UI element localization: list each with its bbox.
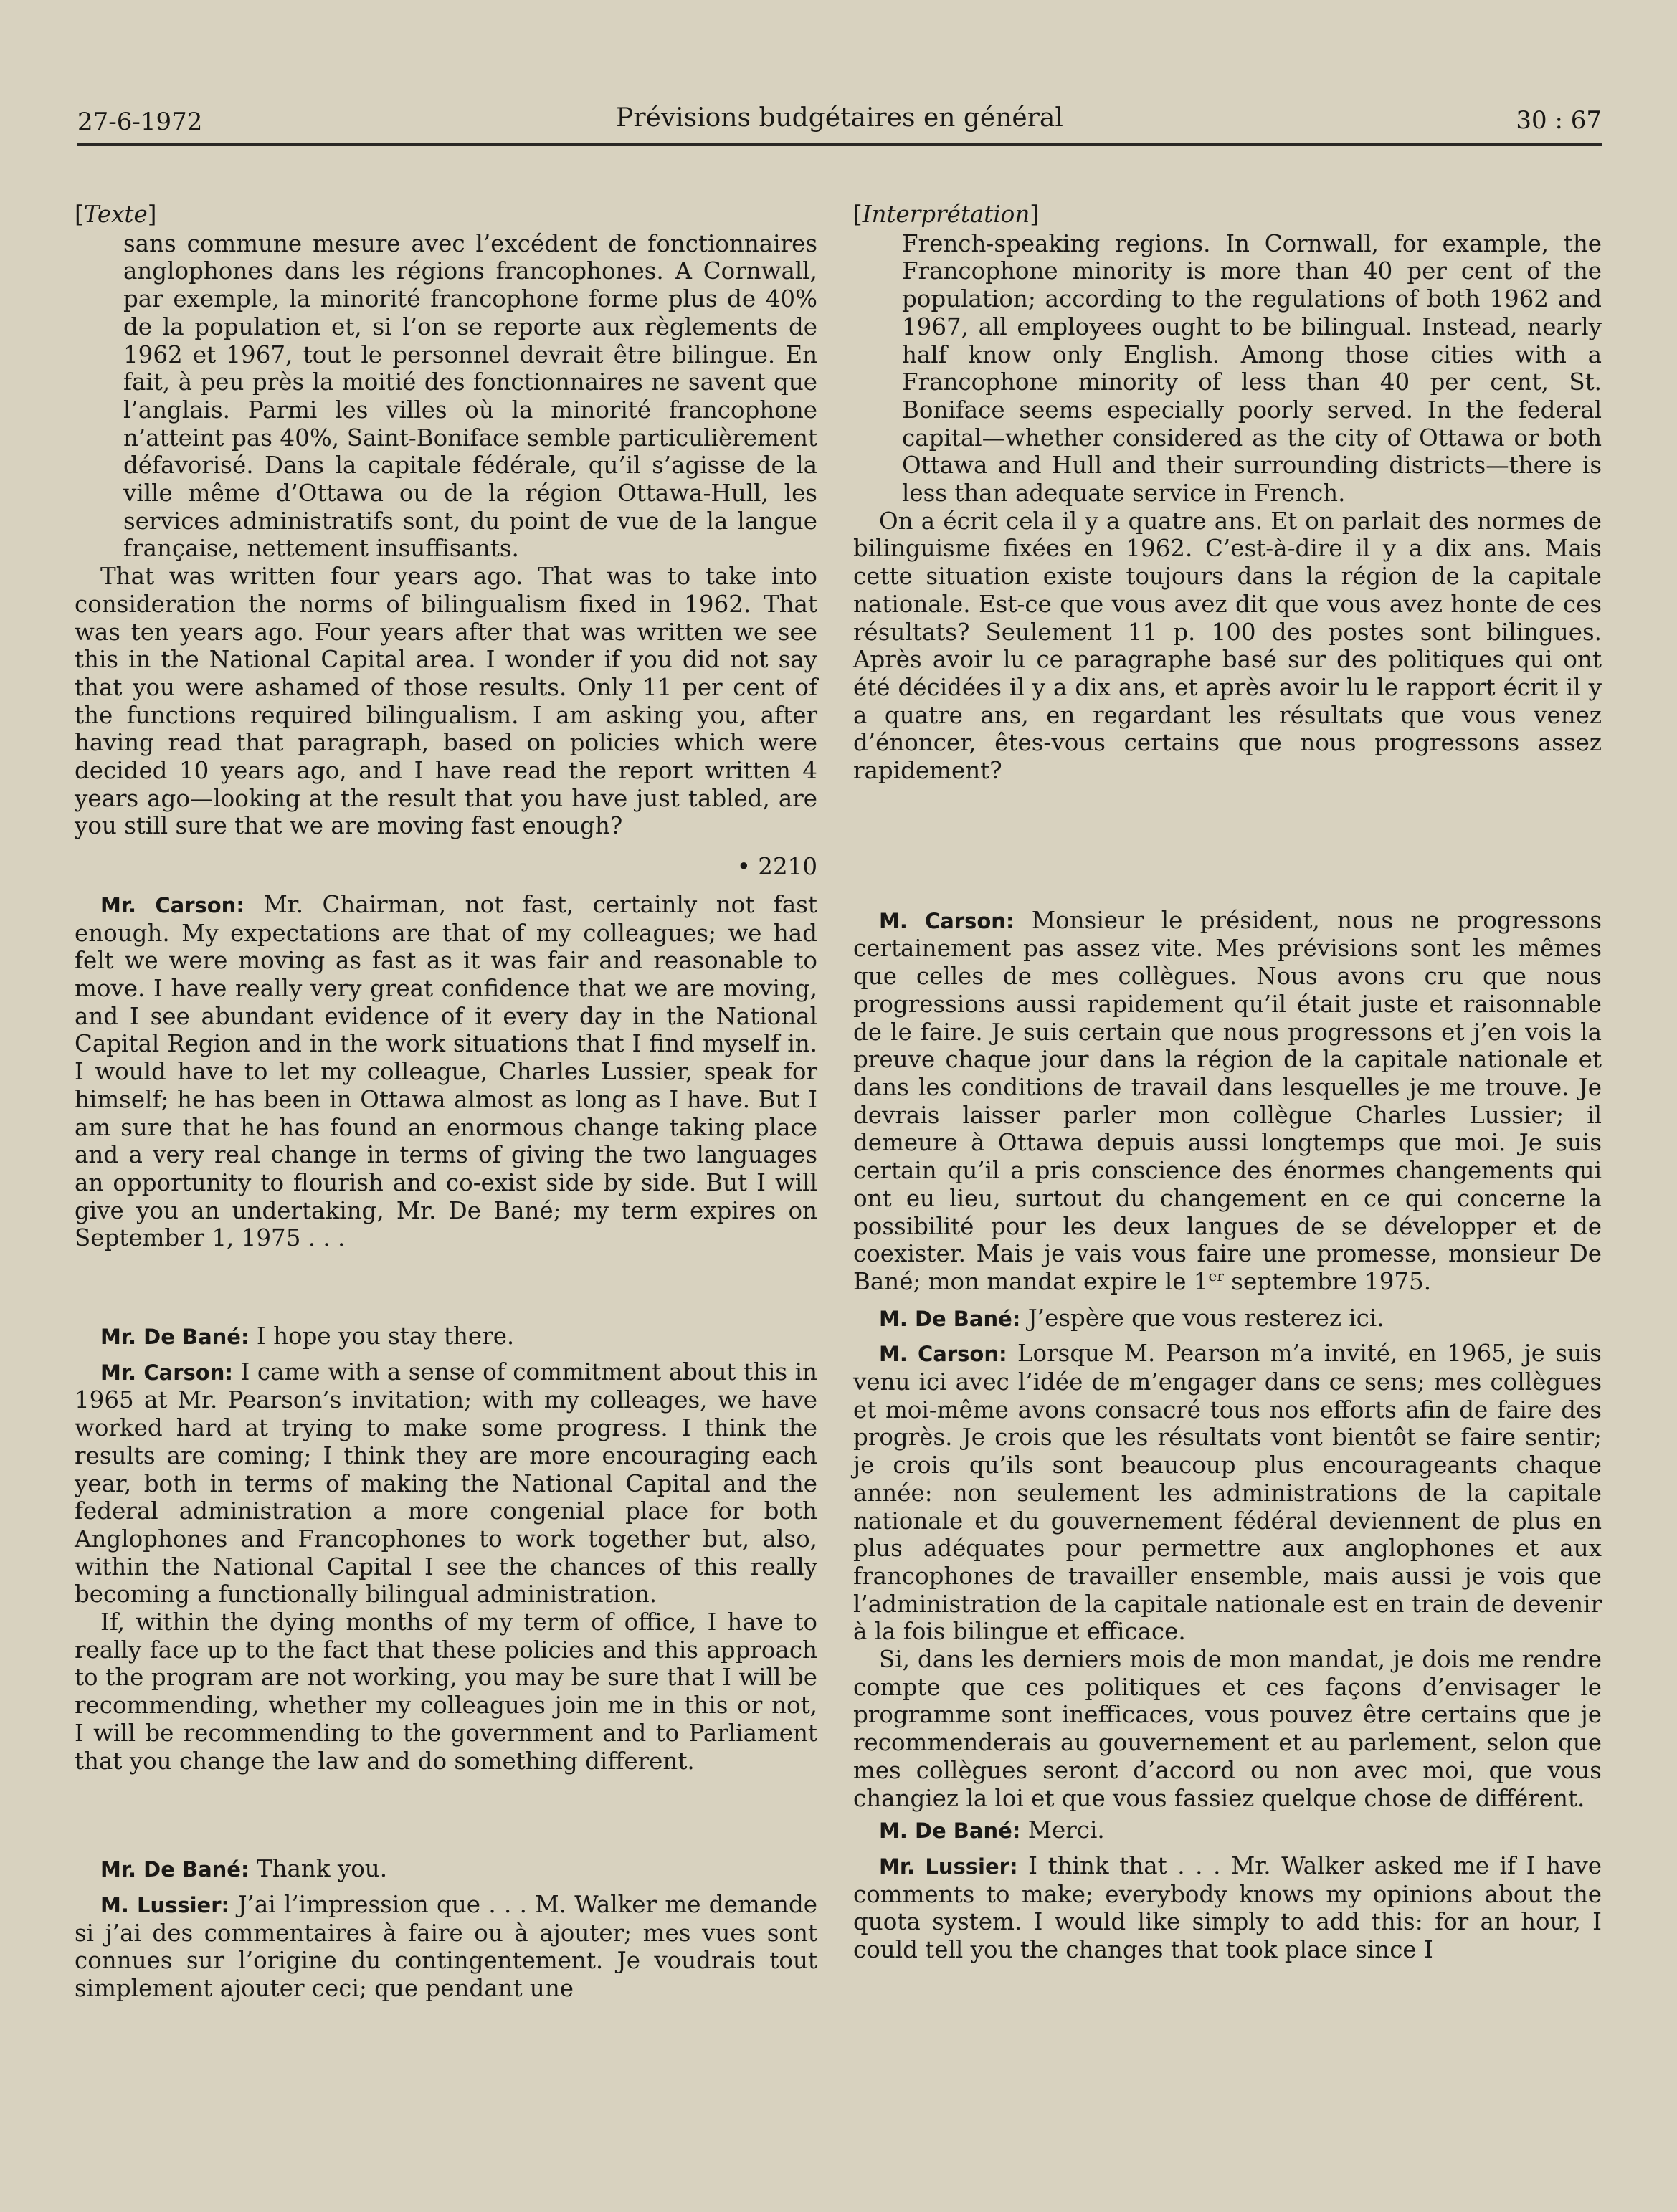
left-lussier-statement: M. Lussier: J’ai l’impression que . . . M. Walker me demande si j’ai des commentaires à faire ou à ajouter; mes vues sont connues sur l’origine du contingentement. Je voudrais tout simplement ajouter ceci; que pendant une xyxy=(75,1890,817,2003)
speaker-name: Mr. Carson: xyxy=(100,892,244,917)
left-carson-statement-2: Mr. Carson: I came with a sense of commitment about this in 1965 at Mr. Pearson’s invitation; with my colleages, we have worked hard at trying to make some progress. I think the results are coming; I think they are more encouraging each year, both in terms of making the National Capital and the federal administration a more congenial place for both Anglophones and Francophones to work together but, also, within the National Capital I see the chances of this really becoming a functionally bilingual administration. xyxy=(75,1358,817,1608)
right-debane-statement-1: M. De Bané: J’espère que vous resterez ici. xyxy=(879,1304,1384,1332)
left-paragraph-1: That was written four years ago. That was to take into consideration the norms of bilingualism fixed in 1962. That was ten years ago. Four years after that was written we see this in the National Capital area. I wonder if you did not say that you were ashamed of those results. Only 11 per cent of the functions required bilingualism. I am asking you, after having read that paragraph, based on policies which were decided 10 years ago, and I have read the report written 4 years ago—looking at the result that you have just tabled, are you still sure that we are moving fast enough? xyxy=(75,563,817,840)
speaker-name: Mr. De Bané: xyxy=(100,1325,250,1350)
header-title: Prévisions budgétaires en général xyxy=(616,103,1063,133)
right-lussier-statement: Mr. Lussier: I think that . . . Mr. Walker asked me if I have comments to make; everybody knows my opinions about the quota system. I would like simply to add this: for an hour, I could tell you the changes that took place since I xyxy=(853,1851,1602,1964)
right-section-tag: [Interprétation] xyxy=(853,201,1039,228)
right-carson-statement-2: M. Carson: Lorsque M. Pearson m’a invité, en 1965, je suis venu ici avec l’idée de m’engager dans ce sens; mes collègues et moi-même avons consacré tous nos efforts afin de faire des progrès. Je crois que les résultats vont bientôt se faire sentir; je crois qu’ils sont beaucoup plus encourageants chaque année: non seulement les administrations de la capitale nationale et du gouvernement fédéral deviennent de plus en plus adéquates pour permettre aux anglophones et aux francophones de travailler ensemble, mais aussi je vois que l’administration de la capitale nationale est en train de devenir à la fois bilingue et efficace. xyxy=(853,1340,1602,1646)
left-debane-statement-2: Mr. De Bané: Thank you. xyxy=(100,1855,388,1883)
right-paragraph-1: On a écrit cela il y a quatre ans. Et on parlait des normes de bilinguisme fixées en 1962. C’est-à-dire il y a dix ans. Mais cette situation existe toujours dans la région de la capitale nationale. Est-ce que vous avez dit que vous avez honte de ces résultats? Seulement 11 p. 100 des postes sont bilingues. Après avoir lu ce paragraphe basé sur des politiques qui ont été décidées il y a dix ans, et après avoir lu le rapport écrit il y a quatre ans, en regardant les résultats que vous venez d’énoncer, êtes-vous certains que nous progressons assez rapidement? xyxy=(853,507,1602,785)
right-carson-statement-1: M. Carson: Monsieur le président, nous ne progressons certainement pas assez vite. Mes prévisions sont les mêmes que celles de mes collègues. Nous avons cru que nous progressions aussi rapidement qu’il était juste et raisonnable de le faire. Je suis certain que nous progressons et j’en vois la preuve chaque jour dans la région de la capitale nationale et dans les conditions de travail dans lesquelles je me trouve. Je devrais laisser parler mon collègue Charles Lussier; il demeure à Ottawa depuis aussi longtemps que moi. Je suis certain qu’il a pris conscience des énormes changements qui ont eu lieu, surtout du changement en ce qui concerne la possibilité pour les deux langues de se développer et de coexister. Mais je vais vous faire une promesse, monsieur De Bané; mon mandat expire le 1er septembre 1975. xyxy=(853,906,1602,1295)
right-quote: French-speaking regions. In Cornwall, for example, the Francophone minority is more than 40 per cent of the population; according to the regulations of both 1962 and 1967, all employees ought to be bilingual. Instead, nearly half know only English. Among those cities with a Francophone minority of less than 40 per cent, St. Boniface seems especially poorly served. In the federal capital—whether considered as the city of Ottawa or both Ottawa and Hull and their surrounding districts—there is less than adequate service in French. xyxy=(902,229,1602,507)
speaker-name: Mr. De Bané: xyxy=(100,1857,250,1882)
speaker-name: M. De Bané: xyxy=(879,1306,1021,1331)
left-column xyxy=(75,201,817,2003)
right-carson-statement-2b: Si, dans les derniers mois de mon mandat, je dois me rendre compte que ces politiques et ces façons d’envisager le programme sont inefficaces, vous pouvez être certains que je recommenderais au gouvernement et au parlement, selon que mes collègues seront d’accord ou non avec moi, que vous changiez la loi et que vous fassiez quelque chose de différent. xyxy=(853,1646,1602,1812)
speaker-name: Mr. Lussier: xyxy=(879,1854,1018,1879)
left-carson-statement-2b: If, within the dying months of my term of office, I have to really face up to the fact that these policies and this approach to the program are not working, you may be sure that I will be recommending, whether my colleagues join me in this or not, I will be recommending to the government and to Parliament that you change the law and do something different. xyxy=(75,1608,817,1775)
running-header xyxy=(77,103,1602,146)
speaker-name: Mr. Carson: xyxy=(100,1360,233,1385)
time-marker: • 2210 xyxy=(736,853,817,881)
left-section-tag: [Texte] xyxy=(75,201,157,228)
header-page-number: 30 : 67 xyxy=(1516,106,1602,135)
left-carson-statement-1: Mr. Carson: Mr. Chairman, not fast, certainly not fast enough. My expectations are that of my colleagues; we had felt we were moving as fast as it was fair and reasonable to move. I have really very great confidence that we are moving, and I see abundant evidence of it every day in the National Capital Region and in the work situations that I find myself in. I would have to let my colleague, Charles Lussier, speak for himself; he has been in Ottawa almost as long as I have. But I am sure that he has found an enormous change taking place and a very real change in terms of giving the two languages an opportunity to flourish and co-exist side by side. But I will give you an undertaking, Mr. De Bané; my term expires on September 1, 1975 . . . xyxy=(75,890,817,1252)
right-column xyxy=(853,201,1602,1964)
left-quote: sans commune mesure avec l’excédent de fonctionnaires anglophones dans les régions francophones. A Cornwall, par exemple, la minorité francophone forme plus de 40% de la population et, si l’on se reporte aux règlements de 1962 et 1967, tout le personnel devrait être bilingue. En fait, à peu près la moitié des fonctionnaires ne savent que l’anglais. Parmi les villes où la minorité francophone n’atteint pas 40%, Saint-Boniface semble particulièrement défavorisé. Dans la capitale fédérale, qu’il s’agisse de la ville même d’Ottawa ou de la région Ottawa-Hull, les services administratifs sont, du point de vue de la langue française, nettement insuffisants. xyxy=(123,229,817,563)
right-debane-statement-2: M. De Bané: Merci. xyxy=(879,1816,1105,1844)
speaker-name: M. Carson: xyxy=(879,908,1015,933)
left-debane-statement-1: Mr. De Bané: I hope you stay there. xyxy=(100,1322,515,1350)
speaker-name: M. Lussier: xyxy=(100,1892,230,1917)
speaker-name: M. De Bané: xyxy=(879,1818,1021,1844)
speaker-name: M. Carson: xyxy=(879,1342,1007,1367)
header-date: 27-6-1972 xyxy=(77,108,203,136)
